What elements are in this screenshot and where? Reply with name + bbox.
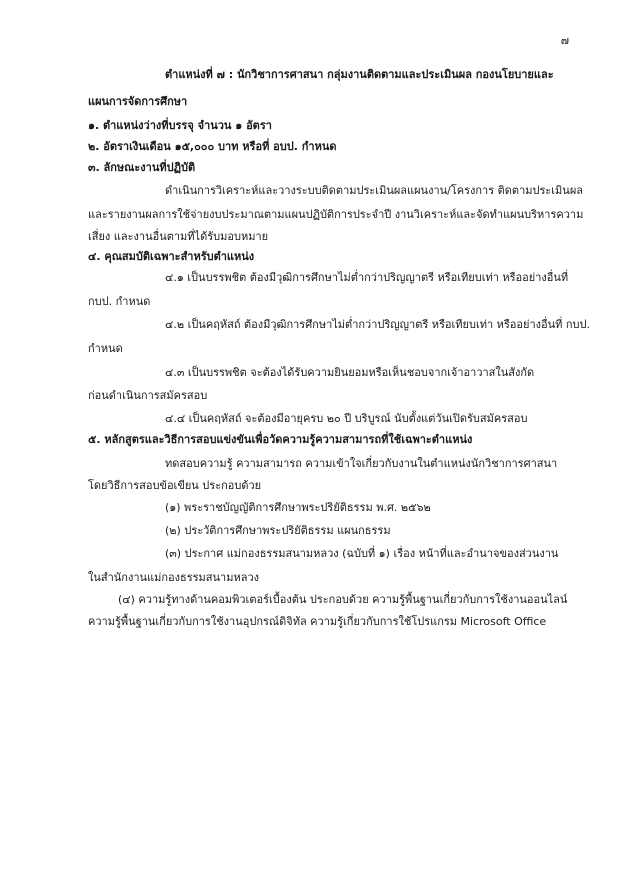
item-5-text: (๒) ประวัติการศึกษาพระปริยัติธรรม แผนกธรรม: [165, 524, 391, 537]
page-number: ๗: [560, 34, 569, 47]
item-5-text: โดยวิธีการสอบข้อเขียน ประกอบด้วย: [88, 479, 262, 492]
item-5-text: ทดสอบความรู้ ความสามารถ ความเข้าใจเกี่ยวกับงานในตำแหน่งนักวิชาการศาสนา: [165, 457, 558, 470]
item-4-text: ๔.๑ เป็นบรรพชิต ต้องมีวุฒิการศึกษาไม่ต่ำกว่าปริญญาตรี หรือเทียบเท่า หรืออย่างอื่นที่: [165, 271, 569, 284]
position-title-line-1: ตำแหน่งที่ ๗ : นักวิชาการศาสนา กลุ่มงานติดตามและประเมินผล กองนโยบายและ: [165, 68, 554, 81]
item-2-salary: ๒. อัตราเงินเดือน ๑๕,๐๐๐ บาท หรือที่ อบป. กำหนด: [88, 140, 337, 153]
item-4-text: ๔.๓ เป็นบรรพชิต จะต้องได้รับความยินยอมหรือเห็นชอบจากเจ้าอาวาสในสังกัด: [165, 366, 535, 379]
position-title-line-2: แผนการจัดการศึกษา: [88, 95, 188, 108]
item-3-text: เสี่ยง และงานอื่นตามที่ได้รับมอบหมาย: [88, 230, 269, 243]
item-4-text: กบป. กำหนด: [88, 295, 151, 308]
item-5-text: (๑) พระราชบัญญัติการศึกษาพระปริยัติธรรม พ.ศ. ๒๕๖๒: [165, 501, 431, 514]
item-1-vacancies: ๑. ตำแหน่งว่างที่บรรจุ จำนวน ๑ อัตรา: [88, 119, 272, 132]
item-5-heading: ๕. หลักสูตรและวิธีการสอบแข่งขันเพื่อวัดความรู้ความสามารถที่ใช้เฉพาะตำแหน่ง: [88, 433, 473, 446]
item-4-text: กำหนด: [88, 342, 123, 355]
item-5-text: ความรู้พื้นฐานเกี่ยวกับการใช้งานอุปกรณ์ดิจิทัล ความรู้เกี่ยวกับการใช้โปรแกรม Microsoft Office: [88, 615, 547, 628]
item-5-text: (๔) ความรู้ทางด้านคอมพิวเตอร์เบื้องต้น ประกอบด้วย ความรู้พื้นฐานเกี่ยวกับการใช้งานออนไลน์: [118, 593, 568, 606]
item-4-heading: ๔. คุณสมบัติเฉพาะสำหรับตำแหน่ง: [88, 250, 255, 263]
item-4-text: ๔.๒ เป็นคฤหัสถ์ ต้องมีวุฒิการศึกษาไม่ต่ำกว่าปริญญาตรี หรือเทียบเท่า หรืออย่างอื่นที่ กบป.: [165, 318, 590, 331]
item-5-text: (๓) ประกาศ แม่กองธรรมสนามหลวง (ฉบับที่ ๑) เรื่อง หน้าที่และอำนาจของส่วนงาน: [165, 547, 559, 560]
item-3-text: และรายงานผลการใช้จ่ายงบประมาณตามแผนปฏิบัติการประจำปี งานวิเคราะห์และจัดทำแผนบริหารความ: [88, 208, 584, 221]
item-5-text: ในสำนักงานแม่กองธรรมสนามหลวง: [88, 571, 259, 584]
item-3-heading: ๓. ลักษณะงานที่ปฏิบัติ: [88, 161, 196, 174]
item-3-text: ดำเนินการวิเคราะห์และวางระบบติดตามประเมินผลแผนงาน/โครงการ ติดตามประเมินผล: [165, 184, 584, 197]
item-4-text: ก่อนดำเนินการสมัครสอบ: [88, 389, 208, 402]
item-4-text: ๔.๔ เป็นคฤหัสถ์ จะต้องมีอายุครบ ๒๐ ปี บริบูรณ์ นับตั้งแต่วันเปิดรับสมัครสอบ: [165, 412, 528, 425]
